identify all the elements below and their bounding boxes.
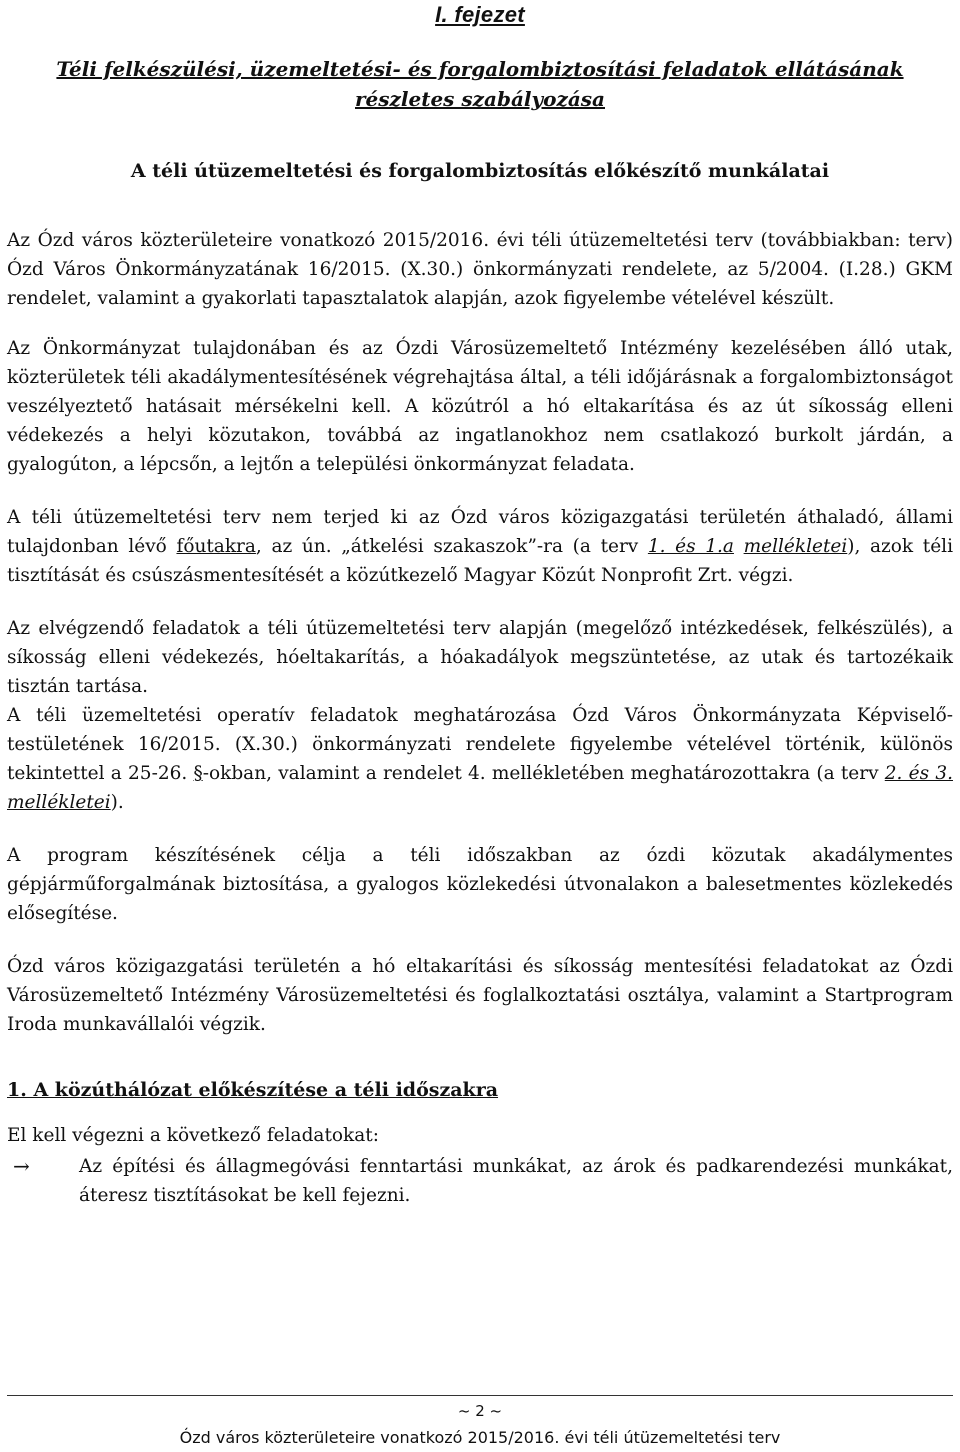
operative-text-c: -okban, valamint a rendelet 4. mellékletében meghatározottakra (a terv [202, 763, 885, 784]
footer-divider [7, 1395, 953, 1396]
subtitle: A téli útüzemeltetési és forgalombiztosítás előkészítő munkálatai [130, 160, 830, 182]
footer-title: Ózd város közterületeire vonatkozó 2015/2016. évi téli útüzemeltetési terv [179, 1428, 781, 1447]
paragraph-goal: A program készítésének célja a téli időszakban az ózdi közutak akadálymentes gépjárműforgalmának biztosítása, a gyalogos közlekedési útvonalakon a balesetmentes közlekedés elősegítése. [7, 845, 953, 924]
operative-text-e: ). [110, 792, 124, 813]
annex-ref-2-3: 2. és 3. mellékletei [7, 763, 953, 813]
paragraph-responsibility: Az Önkormányzat tulajdonában és az Ózdi Városüzemeltető Intézmény kezelésében álló utak, közterületek téli akadálymentesítésének végrehajtása által, a téli időjárásnak a forgalombiztonságot veszélyeztető hatásait mérsékelni kell. A közútról a hó eltakarítása és az út síkosság elleni védekezés a helyi közutakon, továbbá az ingatlanokhoz nem csatlakozó burkolt járdán, a gyalogúton, a lépcsőn, a lejtőn a települési önkormányzat feladata. [7, 338, 953, 475]
scope-text-a: A téli útüzemeltetési terv nem terjed ki az Ózd város közigazgatási területén áthaladó, állami tulajdonban lévő [7, 507, 953, 557]
annex-ref-1-1a: 1. és 1.a [647, 536, 734, 557]
footer-page-number: ~ 2 ~ [457, 1402, 503, 1420]
document-page [7, 0, 953, 1452]
scope-space [734, 536, 744, 557]
main-title-line1: Téli felkészülési, üzemeltetési- és forgalombiztosítási feladatok ellátásának [56, 57, 904, 81]
section-symbol: § [193, 763, 203, 784]
main-title-line2: részletes szabályozása [355, 87, 605, 111]
section-heading-1: 1. A közúthálózat előkészítése a téli időszakra [7, 1079, 499, 1101]
task-intro: El kell végezni a következő feladatokat: [7, 1125, 379, 1146]
operative-text-a: A téli üzemeltetési operatív feladatok meghatározása Ózd Város Önkormányzata Képviselő-testületének 16/2015. (X.30.) önkormányzati rendelete figyelembe vételével történik, különös tekintettel a 25-26. [7, 705, 953, 784]
scope-text-g: ), azok téli tisztítását és csúszásmentesítését a közútkezelő Magyar Közút Nonprofit Zrt. végzi. [7, 536, 953, 586]
bullet-text: Az építési és állagmegóvási fenntartási munkákat, az árok és padkarendezési munkákat, áteresz tisztításokat be kell fejezni. [79, 1156, 953, 1206]
paragraph-intro: Az Ózd város közterületeire vonatkozó 2015/2016. évi téli útüzemeltetési terv (továbbiakban: terv) Ózd Város Önkormányzatának 16/2015. (X.30.) önkormányzati rendelete, az 5/2004. (I.28.) GKM rendelet, valamint a gyakorlati tapasztalatok alapján, azok figyelembe vételével készült. [7, 230, 953, 309]
scope-main-roads: főutakra [176, 536, 256, 557]
paragraph-operative [7, 701, 953, 817]
arrow-right-icon: → [13, 1154, 30, 1178]
scope-text-c: , az ún. „átkelési szakaszok”-ra (a terv [255, 536, 648, 557]
paragraph-scope [7, 503, 953, 590]
chapter-heading: I. fejezet [435, 2, 525, 27]
paragraph-executors: Ózd város közigazgatási területén a hó eltakarítási és síkosság mentesítési feladatokat az Ózdi Városüzemeltető Intézmény Városüzemeltetési és foglalkoztatási osztálya, valamint a Startprogram Iroda munkavállalói végzik. [7, 956, 953, 1035]
bullet-item [7, 1152, 953, 1210]
annex-ref-mellekletei: mellékletei [743, 536, 848, 557]
paragraph-tasks: Az elvégzendő feladatok a téli útüzemeltetési terv alapján (megelőző intézkedések, felkészülés), a síkosság elleni védekezés, hóeltakarítás, a hóakadályok megszüntetése, az utak és tartozékaik tisztán tartása. [7, 618, 953, 697]
main-title [7, 54, 953, 114]
